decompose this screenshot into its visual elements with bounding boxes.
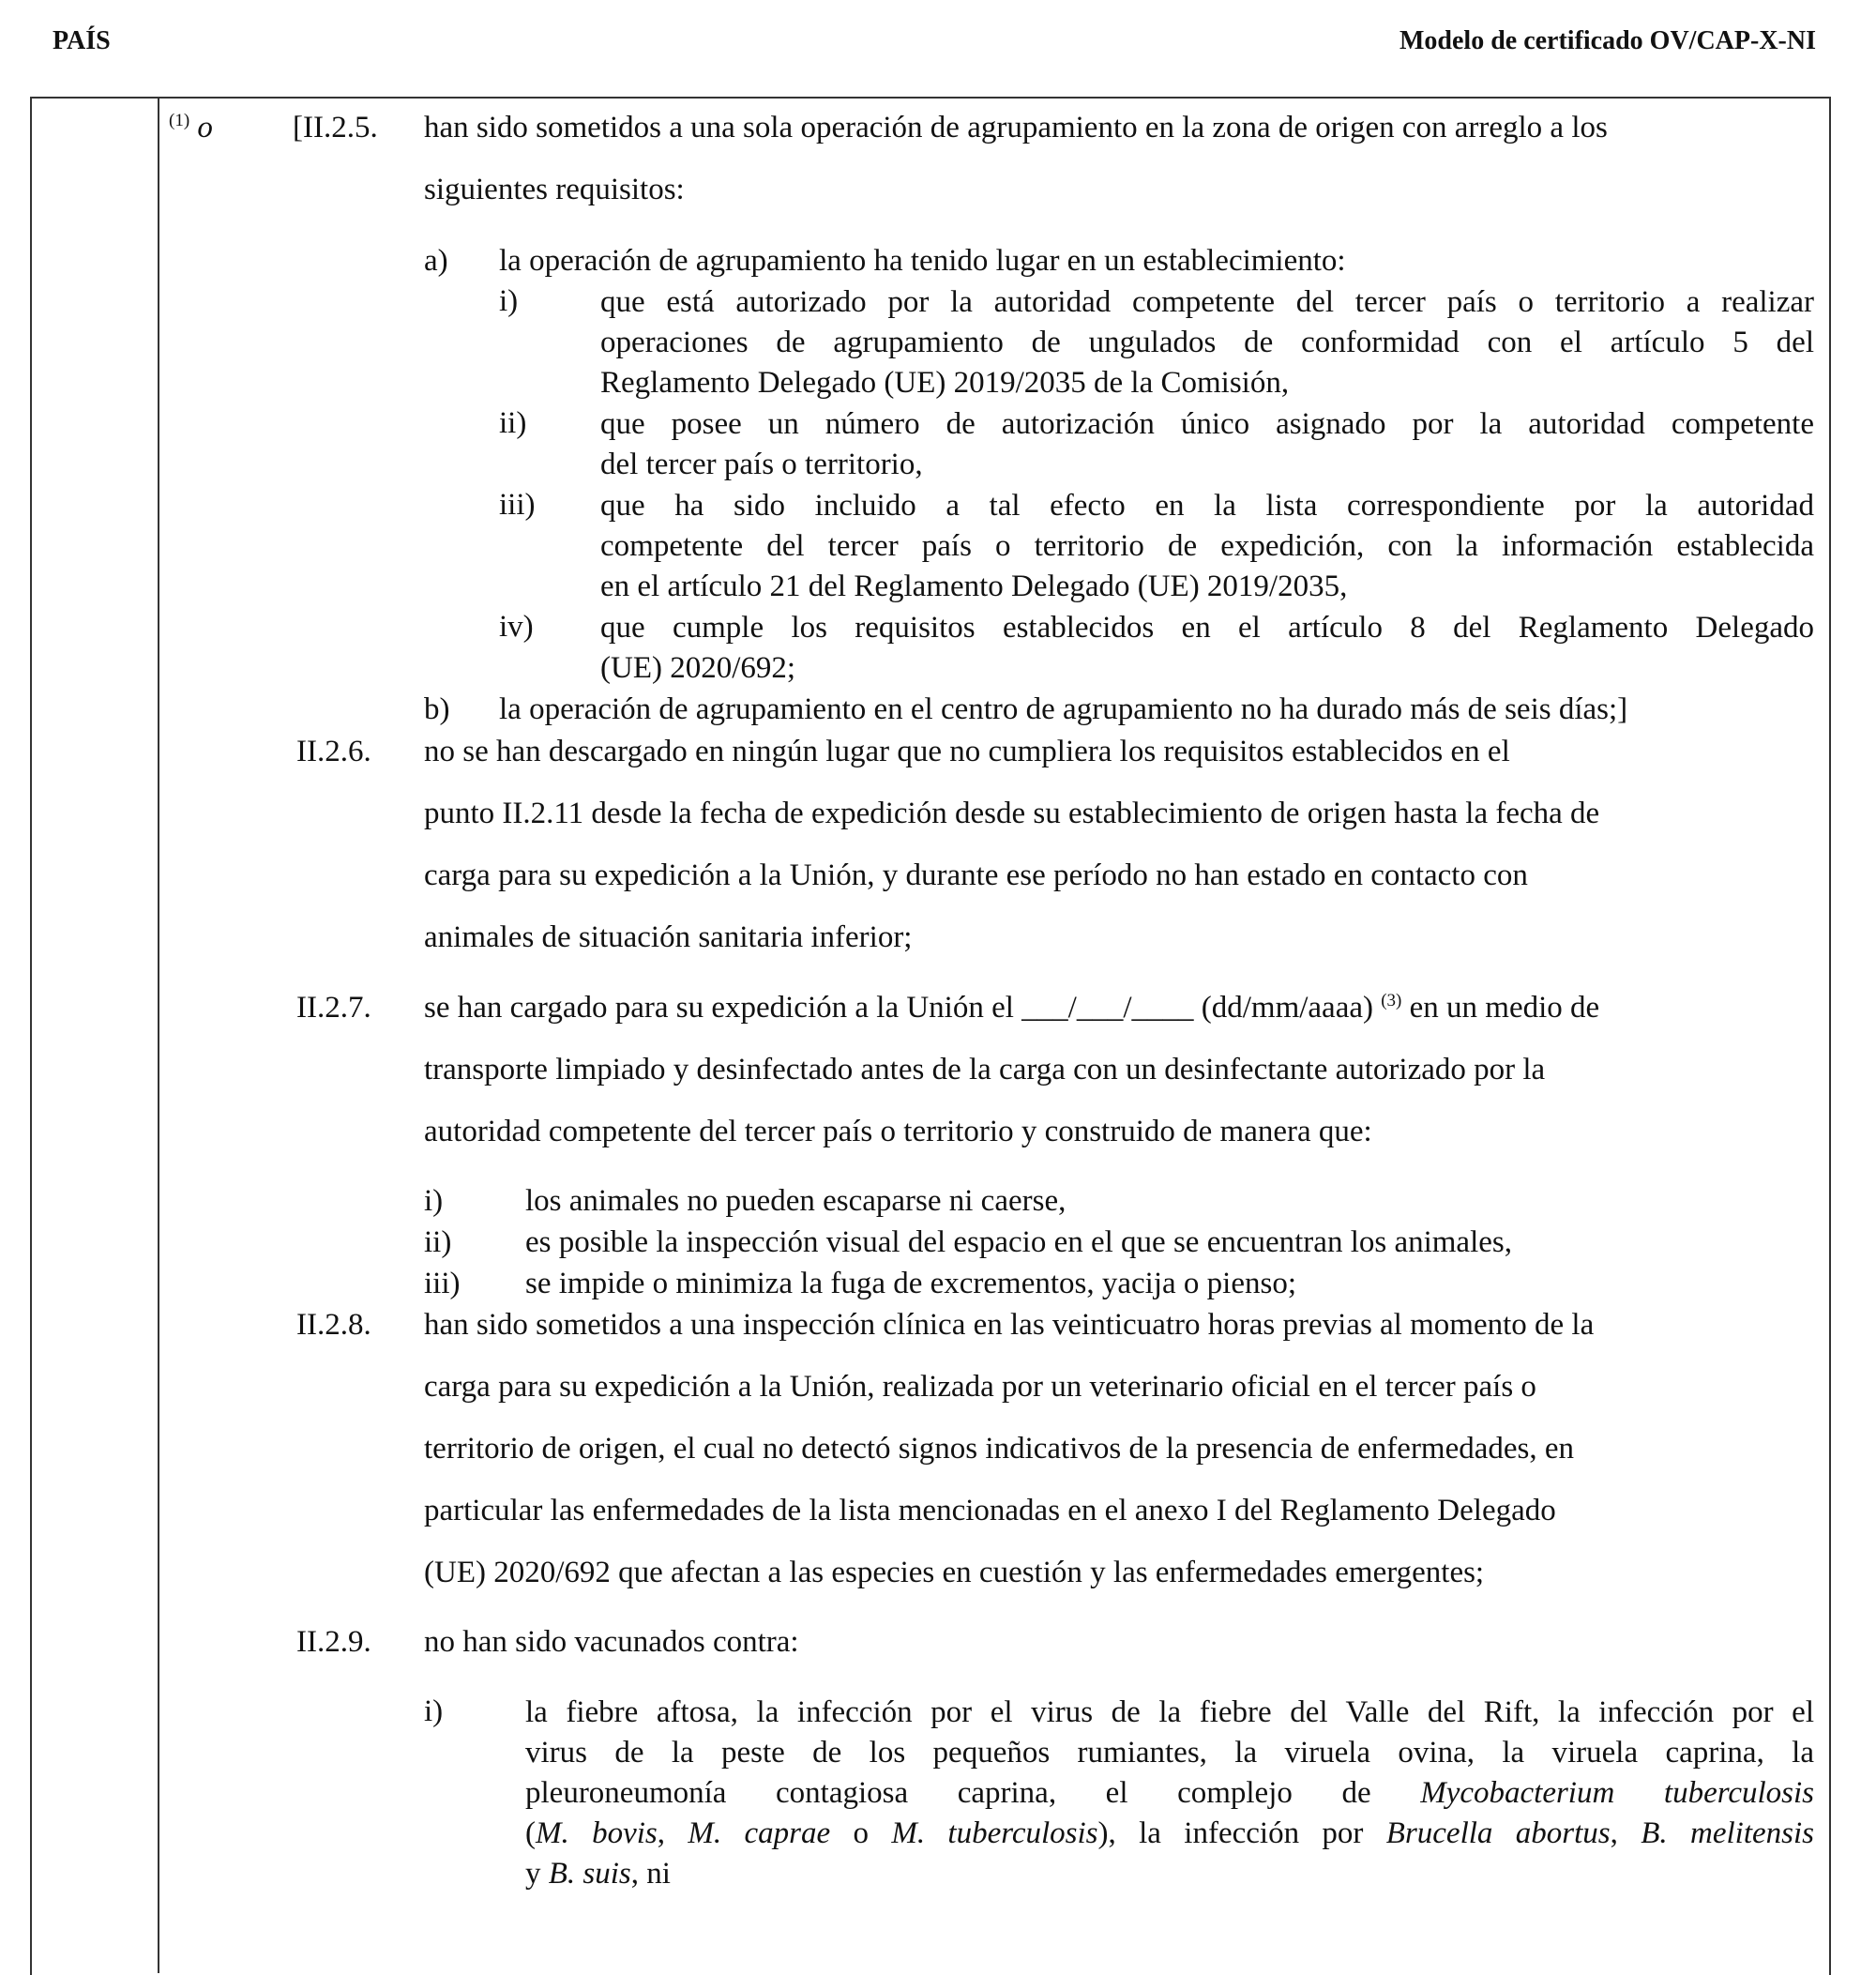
- s25-iv-text: [600, 608, 1814, 689]
- species-name: B. melitensis: [1641, 1816, 1814, 1850]
- s28-line-5: (UE) 2020/692 que afectan a las especies en cuestión y las enfermedades emergentes;: [424, 1556, 1485, 1589]
- footnote-ref: (3): [1381, 991, 1402, 1010]
- s29-i-text-run: ,: [657, 1816, 666, 1850]
- s25-ii-line: del tercer país o territorio,: [600, 448, 923, 481]
- s29-i-line: [525, 1814, 1814, 1854]
- section-number-2-2-7: II.2.7.: [296, 991, 371, 1025]
- s29-i-text-run: y: [525, 1857, 541, 1891]
- species-name: Mycobacterium tuberculosis: [1420, 1776, 1814, 1810]
- s28-line-4: particular las enfermedades de la lista mencionadas en el anexo I del Reglamento Delegado: [424, 1494, 1556, 1527]
- s25-line-1: han sido sometidos a una sola operación de agrupamiento en la zona de origen con arreglo a los: [424, 111, 1608, 144]
- s26-line-1: no se han descargado en ningún lugar que no cumpliera los requisitos establecidos en el: [424, 735, 1510, 768]
- section-number-2-2-5: [II.2.5.: [293, 111, 378, 144]
- s27-line-1: [424, 989, 1599, 1026]
- s29-i-text-run: ), la infección por: [1097, 1816, 1364, 1850]
- s27-iii-text: se impide o minimiza la fuga de excrementos, yacija o pienso;: [525, 1267, 1296, 1300]
- s27-i-text: los animales no pueden escaparse ni caerse,: [525, 1184, 1067, 1218]
- s29-i-text-run: pleuroneumonía contagiosa caprina, el complejo de: [525, 1776, 1371, 1810]
- footnote-ref: (1): [169, 111, 190, 130]
- margin-divider: [158, 97, 159, 1973]
- species-name: M. tuberculosis: [891, 1816, 1098, 1850]
- species-name: M. caprae: [688, 1816, 831, 1850]
- s25-iv-label: iv): [499, 610, 534, 644]
- s27-line-1-end: en un medio de: [1409, 991, 1600, 1025]
- s25-iii-line: en el artículo 21 del Reglamento Delegado (UE) 2019/2035,: [600, 570, 1348, 603]
- species-name: Brucella abortus: [1385, 1816, 1611, 1850]
- s25-iii-text: [600, 486, 1814, 607]
- s25-iv-line: (UE) 2020/692;: [600, 651, 796, 685]
- s29-line-1: no han sido vacunados contra:: [424, 1625, 799, 1659]
- s25-b-label: b): [424, 692, 450, 726]
- s29-i-text: [525, 1693, 1814, 1894]
- s25-a-label: a): [424, 244, 448, 278]
- s29-i-text-run: (: [525, 1816, 536, 1850]
- s27-ii-label: ii): [424, 1225, 452, 1259]
- s29-i-label: i): [424, 1694, 444, 1728]
- s25-iii-line: competente del tercer país o territorio de expedición, con la información establecida: [600, 529, 1814, 563]
- s25-iv-line: que cumple los requisitos establecidos en el artículo 8 del Reglamento Delegado: [600, 611, 1814, 645]
- s25-line-2: siguientes requisitos:: [424, 173, 685, 206]
- species-name: B. suis: [548, 1857, 631, 1891]
- s25-i-line: Reglamento Delegado (UE) 2019/2035 de la Comisión,: [600, 366, 1290, 400]
- certificate-model-label: Modelo de certificado OV/CAP-X-NI: [1399, 26, 1816, 55]
- s25-i-text: [600, 282, 1814, 403]
- s25-a-text: la operación de agrupamiento ha tenido lugar en un establecimiento:: [499, 244, 1346, 278]
- section-number-2-2-9: II.2.9.: [296, 1625, 371, 1659]
- s29-i-line: la fiebre aftosa, la infección por el virus de la fiebre del Valle del Rift, la infección por el: [525, 1695, 1814, 1729]
- or-marker: o: [197, 111, 213, 144]
- s26-line-3: carga para su expedición a la Unión, y durante ese período no han estado en contacto con: [424, 858, 1528, 892]
- s25-ii-line: que posee un número de autorización único asignado por la autoridad competente: [600, 407, 1814, 441]
- s29-i-line: [525, 1854, 1814, 1894]
- section-number-2-2-6: II.2.6.: [296, 735, 371, 768]
- s25-b-text: la operación de agrupamiento en el centro de agrupamiento no ha durado más de seis días;]: [499, 692, 1628, 726]
- s25-ii-label: ii): [499, 406, 527, 440]
- s27-ii-text: es posible la inspección visual del espacio en el que se encuentran los animales,: [525, 1225, 1512, 1259]
- s27-iii-label: iii): [424, 1267, 461, 1300]
- s28-line-3: territorio de origen, el cual no detectó signos indicativos de la presencia de enfermedades, en: [424, 1432, 1575, 1466]
- s25-iii-line: que ha sido incluido a tal efecto en la lista correspondiente por la autoridad: [600, 489, 1814, 523]
- s26-line-4: animales de situación sanitaria inferior;: [424, 920, 913, 954]
- s28-line-1: han sido sometidos a una inspección clínica en las veinticuatro horas previas al momento de la: [424, 1308, 1595, 1342]
- species-name: M. bovis: [536, 1816, 658, 1850]
- s25-i-label: i): [499, 284, 519, 318]
- s29-i-line: [525, 1773, 1814, 1814]
- s27-line-3: autoridad competente del tercer país o territorio y construido de manera que:: [424, 1115, 1372, 1148]
- s27-line-2: transporte limpiado y desinfectado antes de la carga con un desinfectante autorizado por la: [424, 1053, 1546, 1086]
- optional-note-marker: [169, 109, 213, 146]
- s26-line-2: punto II.2.11 desde la fecha de expedición desde su establecimiento de origen hasta la fecha de: [424, 797, 1600, 830]
- s28-line-2: carga para su expedición a la Unión, realizada por un veterinario oficial en el tercer país o: [424, 1370, 1536, 1404]
- country-label: PAÍS: [53, 26, 111, 55]
- s25-ii-text: [600, 404, 1814, 485]
- s25-iii-label: iii): [499, 488, 536, 522]
- s27-line-1-date: se han cargado para su expedición a la Unión el ___/___/____ (dd/mm/aaaa): [424, 991, 1373, 1025]
- s25-i-line: operaciones de agrupamiento de ungulados de conformidad con el artículo 5 del: [600, 326, 1814, 359]
- s27-i-label: i): [424, 1184, 444, 1218]
- s29-i-line: virus de la peste de los pequeños rumiantes, la viruela ovina, la viruela caprina, la: [525, 1736, 1814, 1770]
- section-number-2-2-8: II.2.8.: [296, 1308, 371, 1342]
- s29-i-text-run: ,: [1610, 1816, 1618, 1850]
- s25-i-line: que está autorizado por la autoridad competente del tercer país o territorio a realizar: [600, 285, 1814, 319]
- s29-i-text-run: o: [853, 1816, 869, 1850]
- s29-i-text-run: , ni: [630, 1857, 671, 1891]
